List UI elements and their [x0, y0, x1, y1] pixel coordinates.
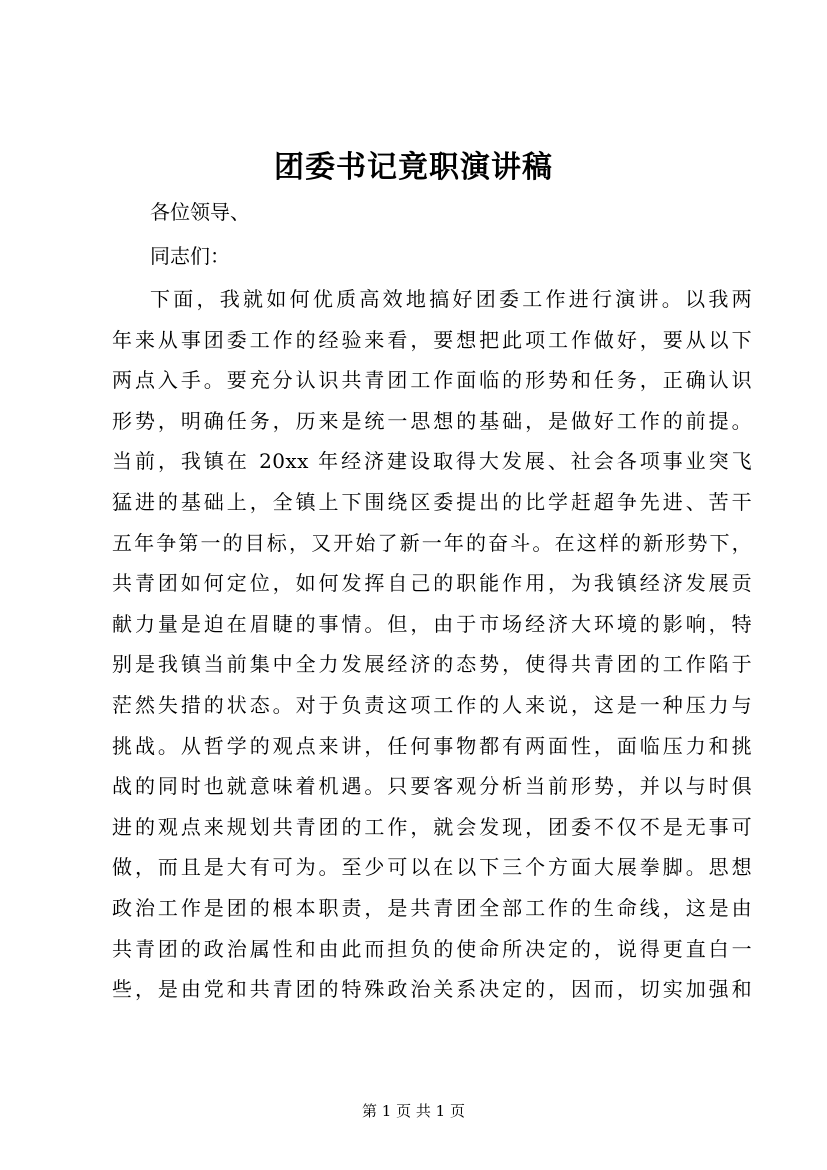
salutation-leaders: 各位领导、: [150, 200, 250, 224]
body-line: 形势，明确任务，历来是统一思想的基础，是做好工作的前提。: [112, 408, 752, 433]
body-line: 战的同时也就意味着机遇。只要客观分析当前形势，并以与时俱: [112, 774, 752, 799]
body-line: 猛进的基础上，全镇上下围绕区委提出的比学赶超争先进、苦干: [112, 489, 752, 514]
body-line: 别是我镇当前集中全力发展经济的态势，使得共青团的工作陷于: [112, 652, 752, 677]
body-line: 五年争第一的目标，又开始了新一年的奋斗。在这样的新形势下，: [112, 530, 752, 555]
body-line: 些，是由党和共青团的特殊政治关系决定的，因而，切实加强和: [112, 977, 752, 1002]
body-line: 政治工作是团的根本职责，是共青团全部工作的生命线，这是由: [112, 895, 752, 920]
body-paragraph: [112, 279, 752, 1010]
body-line: 年来从事团委工作的经验来看，要想把此项工作做好，要从以下: [112, 327, 752, 352]
body-line: 下面，我就如何优质高效地搞好团委工作进行演讲。以我两: [150, 287, 752, 311]
body-line: 献力量是迫在眉睫的事情。但，由于市场经济大环境的影响，特: [112, 611, 752, 636]
salutation-comrades: 同志们：: [150, 244, 230, 268]
document-title: 团委书记竟职演讲稿: [274, 150, 553, 185]
body-line: 共青团的政治属性和由此而担负的使命所决定的，说得更直白一: [112, 936, 752, 961]
body-line: 挑战。从哲学的观点来讲，任何事物都有两面性，面临压力和挑: [112, 733, 752, 758]
body-line: 共青团如何定位，如何发挥自己的职能作用，为我镇经济发展贡: [112, 571, 752, 596]
body-line: 两点入手。要充分认识共青团工作面临的形势和任务，正确认识: [112, 368, 752, 393]
page-footer: 第 1 页 共 1 页: [362, 1102, 465, 1120]
body-line: 做，而且是大有可为。至少可以在以下三个方面大展拳脚。思想: [112, 855, 752, 880]
body-line: 茫然失措的状态。对于负责这项工作的人来说，这是一种压力与: [112, 692, 752, 717]
body-line: 进的观点来规划共青团的工作，就会发现，团委不仅不是无事可: [112, 814, 752, 839]
body-line: 当前，我镇在 20xx 年经济建设取得大发展、社会各项事业突飞: [112, 449, 752, 474]
